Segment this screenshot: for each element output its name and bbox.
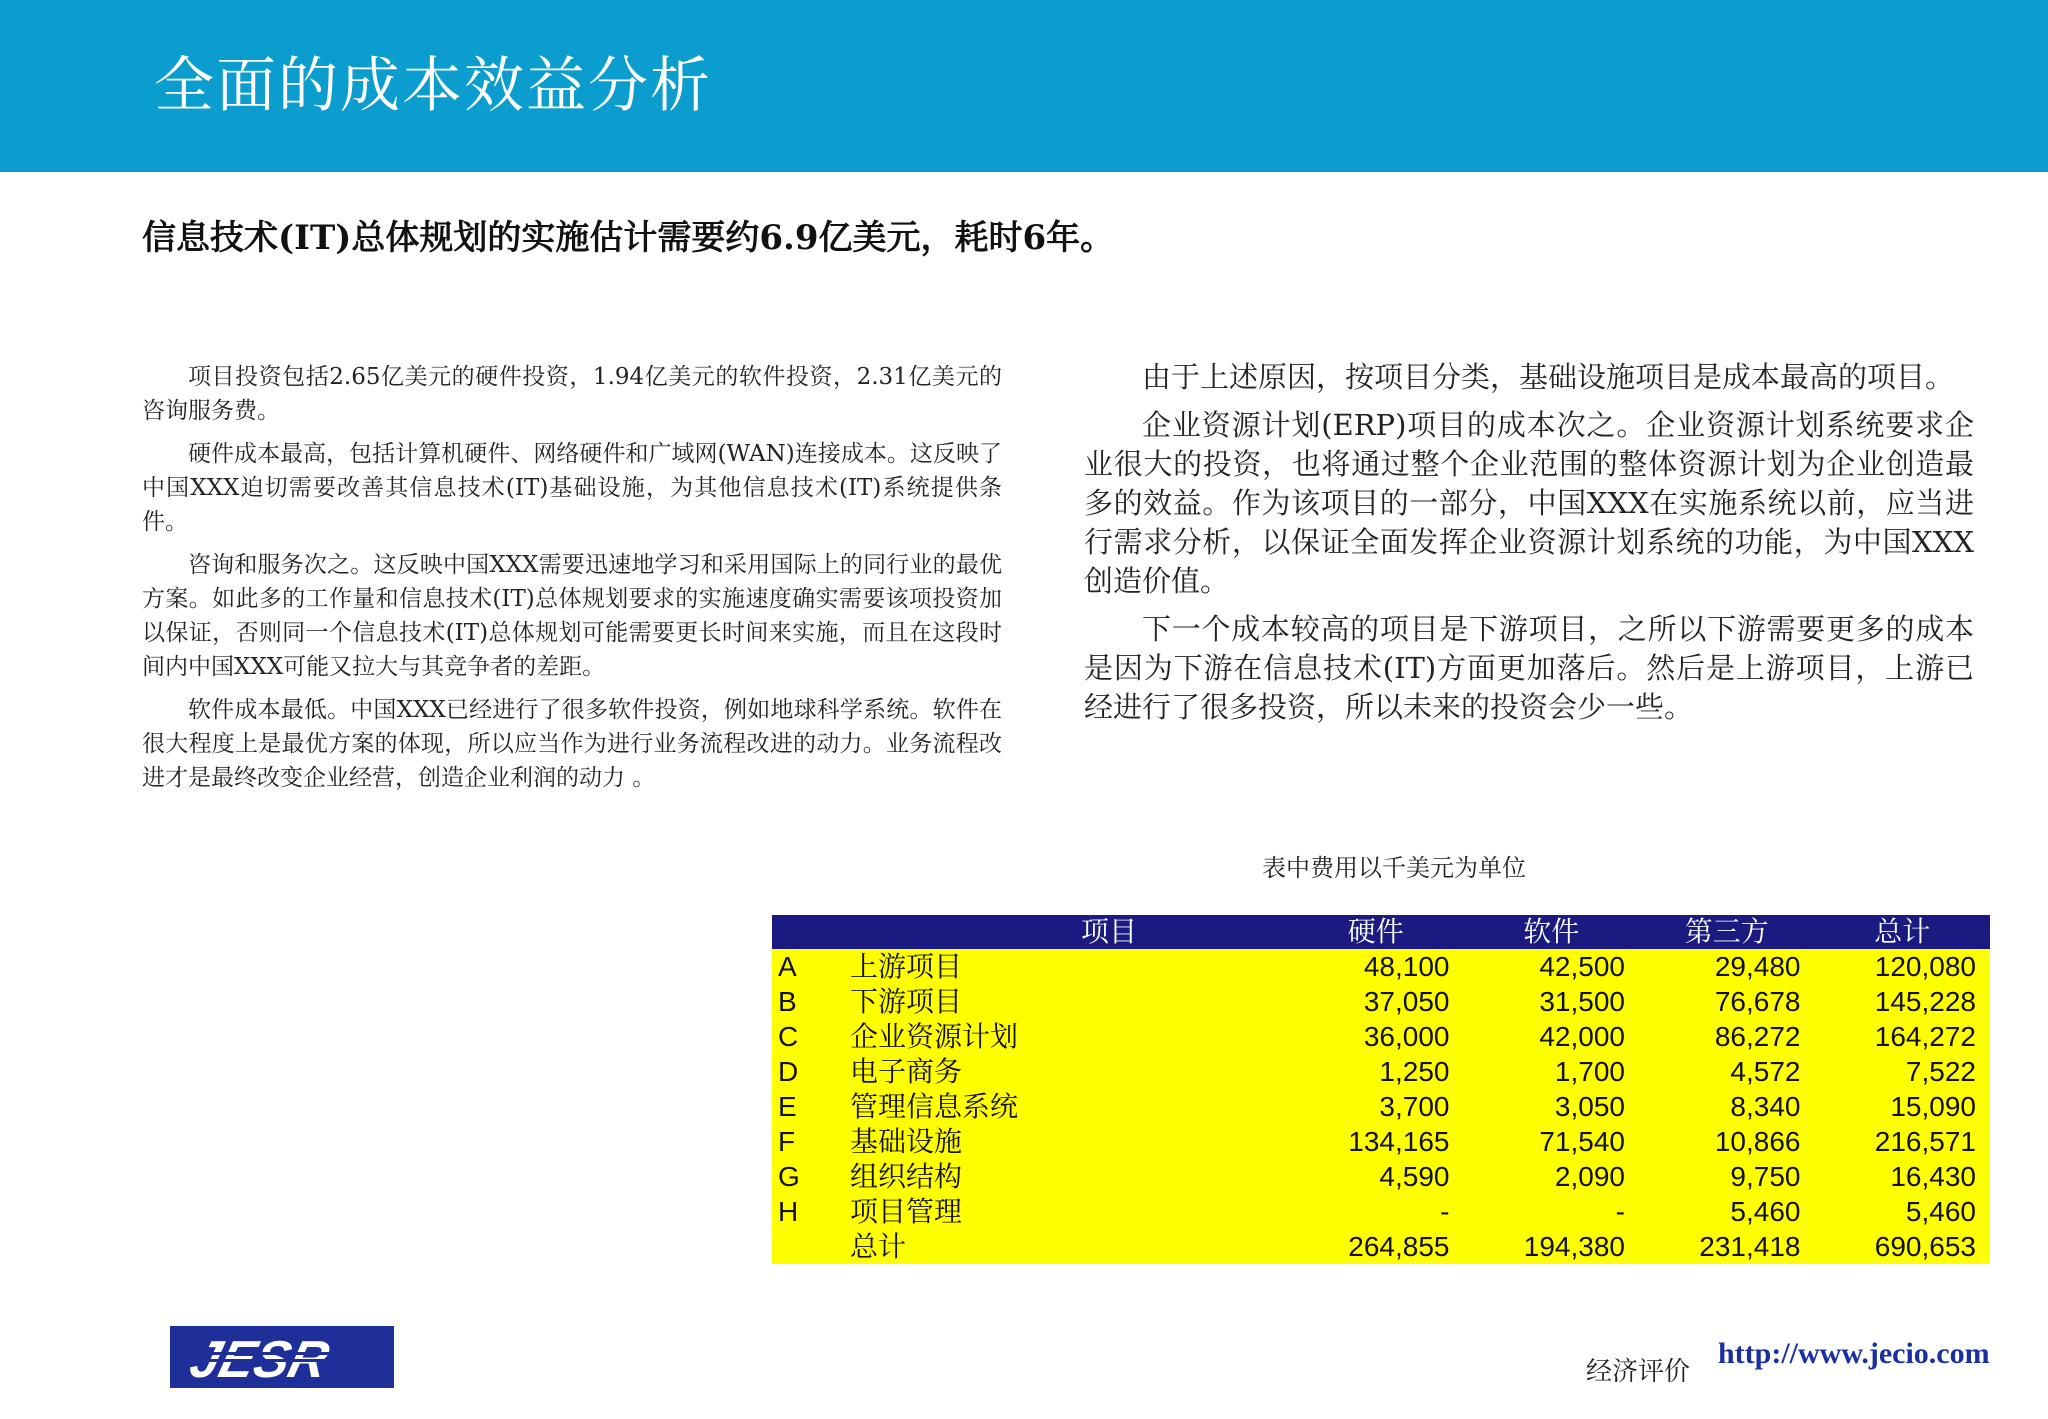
- row-total: 216,571: [1815, 1124, 1991, 1159]
- row-name: 总计: [850, 1229, 1288, 1264]
- row-software: 31,500: [1464, 984, 1640, 1019]
- row-hardware: 3,700: [1288, 1089, 1464, 1124]
- row-code: G: [772, 1159, 850, 1194]
- logo-stripe: [178, 1352, 386, 1355]
- row-hardware: 264,855: [1288, 1229, 1464, 1264]
- row-name: 管理信息系统: [850, 1089, 1288, 1124]
- logo-stripe: [178, 1359, 386, 1362]
- headline: 信息技术(IT)总体规划的实施估计需要约6.9亿美元，耗时6年。: [142, 218, 1115, 258]
- row-total: 690,653: [1815, 1229, 1991, 1264]
- right-paragraph-2: 企业资源计划(ERP)项目的成本次之。企业资源计划系统要求企业很大的投资，也将通过整个企业范围的整体资源计划为企业创造最多的效益。作为该项目的一部分，中国XXX在实施系统以前，应当进行需求分析，以保证全面发挥企业资源计划系统的功能，为中国XXX创造价值。: [1084, 408, 1974, 598]
- row-third-party: 29,480: [1639, 949, 1815, 984]
- header-software: 软件: [1464, 915, 1640, 949]
- row-third-party: 9,750: [1639, 1159, 1815, 1194]
- row-third-party: 8,340: [1639, 1089, 1815, 1124]
- row-software: 194,380: [1464, 1229, 1640, 1264]
- row-total: 120,080: [1815, 949, 1991, 984]
- row-third-party: 10,866: [1639, 1124, 1815, 1159]
- row-total: 15,090: [1815, 1089, 1991, 1124]
- row-code: [772, 1229, 850, 1264]
- row-third-party: 231,418: [1639, 1229, 1815, 1264]
- row-name: 下游项目: [850, 984, 1288, 1019]
- header-band: [0, 0, 2048, 172]
- row-code: A: [772, 949, 850, 984]
- row-hardware: -: [1288, 1194, 1464, 1229]
- header-hardware: 硬件: [1288, 915, 1464, 949]
- row-third-party: 5,460: [1639, 1194, 1815, 1229]
- row-name: 电子商务: [850, 1054, 1288, 1089]
- row-total: 145,228: [1815, 984, 1991, 1019]
- table-row: [772, 1124, 1990, 1159]
- header-total: 总计: [1815, 915, 1991, 949]
- row-hardware: 134,165: [1288, 1124, 1464, 1159]
- row-third-party: 86,272: [1639, 1019, 1815, 1054]
- row-total: 7,522: [1815, 1054, 1991, 1089]
- jesr-logo-mark: [170, 1326, 394, 1388]
- row-total: 5,460: [1815, 1194, 1991, 1229]
- row-code: C: [772, 1019, 850, 1054]
- right-text-column: [1084, 358, 1974, 736]
- right-paragraph-1: 由于上述原因，按项目分类，基础设施项目是成本最高的项目。: [1142, 360, 1955, 394]
- left-paragraph-1: 项目投资包括2.65亿美元的硬件投资，1.94亿美元的软件投资，2.31亿美元的咨询服务费。: [142, 364, 1002, 424]
- row-total: 164,272: [1815, 1019, 1991, 1054]
- left-paragraph-2: 硬件成本最高，包括计算机硬件、网络硬件和广域网(WAN)连接成本。这反映了中国XXX迫切需要改善其信息技术(IT)基础设施，为其他信息技术(IT)系统提供条件。: [142, 441, 1002, 535]
- row-third-party: 4,572: [1639, 1054, 1815, 1089]
- row-software: 1,700: [1464, 1054, 1640, 1089]
- row-code: F: [772, 1124, 850, 1159]
- row-software: 2,090: [1464, 1159, 1640, 1194]
- row-third-party: 76,678: [1639, 984, 1815, 1019]
- page-title: 全面的成本效益分析: [154, 51, 712, 121]
- row-hardware: 4,590: [1288, 1159, 1464, 1194]
- table-row: [772, 1194, 1990, 1229]
- table-header-row: [772, 915, 1990, 949]
- table-row: [772, 1089, 1990, 1124]
- table-unit-note: 表中费用以千美元为单位: [1262, 854, 1526, 882]
- row-code: H: [772, 1194, 850, 1229]
- jesr-logo: [170, 1326, 394, 1388]
- row-code: E: [772, 1089, 850, 1124]
- table-row: [772, 1159, 1990, 1194]
- row-software: 71,540: [1464, 1124, 1640, 1159]
- left-text-column: [142, 360, 1002, 804]
- table-row: [772, 1019, 1990, 1054]
- footer-label: 经济评价: [1586, 1357, 1691, 1387]
- row-hardware: 37,050: [1288, 984, 1464, 1019]
- left-paragraph-3: 咨询和服务次之。这反映中国XXX需要迅速地学习和采用国际上的同行业的最优方案。如此多的工作量和信息技术(IT)总体规划要求的实施速度确实需要该项投资加以保证，否则同一个信息技术(IT)总体规划可能需要更长时间来实施，而且在这段时间内中国XXX可能又拉大与其竞争者的差距。: [142, 552, 1002, 680]
- table-row: [772, 1054, 1990, 1089]
- row-hardware: 36,000: [1288, 1019, 1464, 1054]
- row-hardware: 48,100: [1288, 949, 1464, 984]
- table-total-row: [772, 1229, 1990, 1264]
- header-third-party: 第三方: [1639, 915, 1815, 949]
- footer-url-link[interactable]: http://www.jecio.com: [1718, 1337, 1990, 1370]
- row-name: 上游项目: [850, 949, 1288, 984]
- header-item: 项目: [850, 915, 1288, 949]
- cost-table: [772, 915, 1990, 1264]
- row-name: 基础设施: [850, 1124, 1288, 1159]
- right-paragraph-3: 下一个成本较高的项目是下游项目，之所以下游需要更多的成本是因为下游在信息技术(IT)方面更加落后。然后是上游项目，上游已经进行了很多投资，所以未来的投资会少一些。: [1084, 612, 1974, 724]
- header-code-cell: [772, 915, 850, 949]
- left-paragraph-4: 软件成本最低。中国XXX已经进行了很多软件投资，例如地球科学系统。软件在很大程度上是最优方案的体现，所以应当作为进行业务流程改进的动力。业务流程改进才是最终改变企业经营，创造企业利润的动力 。: [142, 697, 1002, 791]
- row-name: 组织结构: [850, 1159, 1288, 1194]
- row-software: -: [1464, 1194, 1640, 1229]
- row-total: 16,430: [1815, 1159, 1991, 1194]
- row-software: 3,050: [1464, 1089, 1640, 1124]
- row-code: D: [772, 1054, 850, 1089]
- table-row: [772, 949, 1990, 984]
- row-name: 项目管理: [850, 1194, 1288, 1229]
- table-row: [772, 984, 1990, 1019]
- row-name: 企业资源计划: [850, 1019, 1288, 1054]
- row-code: B: [772, 984, 850, 1019]
- row-software: 42,000: [1464, 1019, 1640, 1054]
- row-software: 42,500: [1464, 949, 1640, 984]
- row-hardware: 1,250: [1288, 1054, 1464, 1089]
